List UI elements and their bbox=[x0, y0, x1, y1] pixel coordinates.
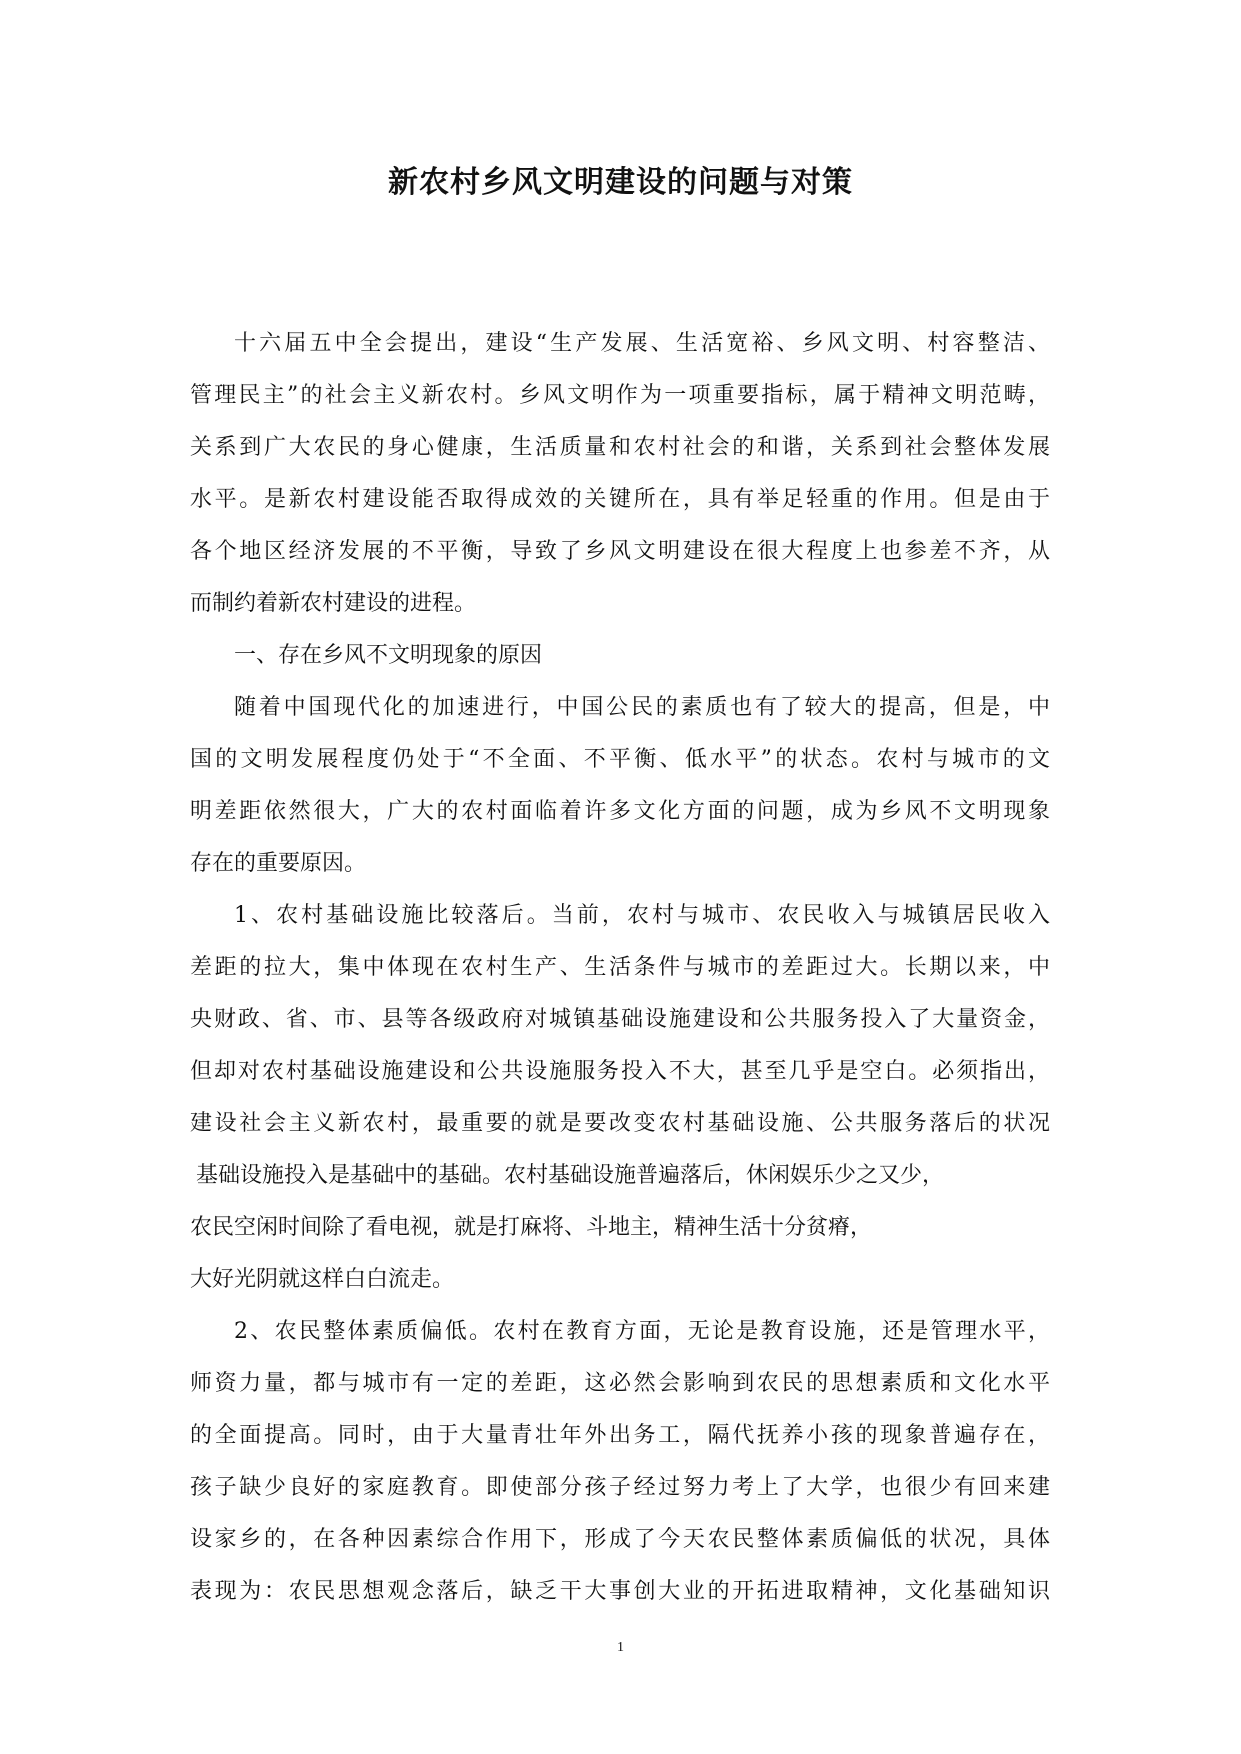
text-line: 2、农民整体素质偏低。农村在教育方面，无论是教育设施，还是管理水平， bbox=[234, 1319, 1050, 1344]
text-line: 差距的拉大，集中体现在农村生产、生活条件与城市的差距过大。长期以来，中 bbox=[190, 955, 1050, 980]
section-heading: 一、存在乡风不文明现象的原因 bbox=[234, 643, 543, 668]
text-line: 而制约着新农村建设的进程。 bbox=[190, 591, 477, 616]
text-line: 十六届五中全会提出，建设“生产发展、生活宽裕、乡风文明、村容整洁、 bbox=[234, 331, 1050, 356]
text-line: 随着中国现代化的加速进行，中国公民的素质也有了较大的提高，但是，中 bbox=[234, 695, 1050, 720]
text-line: 央财政、省、市、县等各级政府对城镇基础设施建设和公共服务投入了大量资金， bbox=[190, 1007, 1050, 1032]
text-line: 存在的重要原因。 bbox=[190, 851, 367, 876]
text-line: 关系到广大农民的身心健康，生活质量和农村社会的和谐，关系到社会整体发展 bbox=[190, 435, 1050, 460]
text-line: 设家乡的，在各种因素综合作用下，形成了今天农民整体素质偏低的状况，具体 bbox=[190, 1527, 1050, 1552]
text-line: 孩子缺少良好的家庭教育。即使部分孩子经过努力考上了大学，也很少有回来建 bbox=[190, 1475, 1050, 1500]
document-title: 新农村乡风文明建设的问题与对策 bbox=[388, 165, 853, 200]
text-line: 的全面提高。同时，由于大量青壮年外出务工，隔代抚养小孩的现象普遍存在， bbox=[190, 1423, 1050, 1448]
text-line: 但却对农村基础设施建设和公共设施服务投入不大，甚至几乎是空白。必须指出， bbox=[190, 1059, 1050, 1084]
text-line: 1、农村基础设施比较落后。当前，农村与城市、农民收入与城镇居民收入 bbox=[234, 903, 1050, 928]
text-line: 管理民主”的社会主义新农村。乡风文明作为一项重要指标，属于精神文明范畴， bbox=[190, 383, 1050, 408]
page-number: 1 bbox=[617, 1640, 624, 1655]
text-line: 明差距依然很大，广大的农村面临着许多文化方面的问题，成为乡风不文明现象 bbox=[190, 799, 1050, 824]
text-line: 各个地区经济发展的不平衡，导致了乡风文明建设在很大程度上也参差不齐，从 bbox=[190, 539, 1050, 564]
text-line: 建设社会主义新农村，最重要的就是要改变农村基础设施、公共服务落后的状况 bbox=[190, 1111, 1050, 1136]
text-line: 基础设施投入是基础中的基础。农村基础设施普遍落后，休闲娱乐少之又少， bbox=[196, 1163, 945, 1188]
document-body bbox=[190, 318, 1050, 1618]
text-line: 农民空闲时间除了看电视，就是打麻将、斗地主，精神生活十分贫瘠， bbox=[190, 1215, 873, 1240]
text-line: 水平。是新农村建设能否取得成效的关键所在，具有举足轻重的作用。但是由于 bbox=[190, 487, 1050, 512]
text-line: 表现为：农民思想观念落后，缺乏干大事创大业的开拓进取精神，文化基础知识 bbox=[190, 1579, 1050, 1604]
text-line: 国的文明发展程度仍处于“不全面、不平衡、低水平”的状态。农村与城市的文 bbox=[190, 747, 1050, 772]
text-line: 大好光阴就这样白白流走。 bbox=[190, 1267, 455, 1292]
text-line: 师资力量，都与城市有一定的差距，这必然会影响到农民的思想素质和文化水平 bbox=[190, 1371, 1050, 1396]
